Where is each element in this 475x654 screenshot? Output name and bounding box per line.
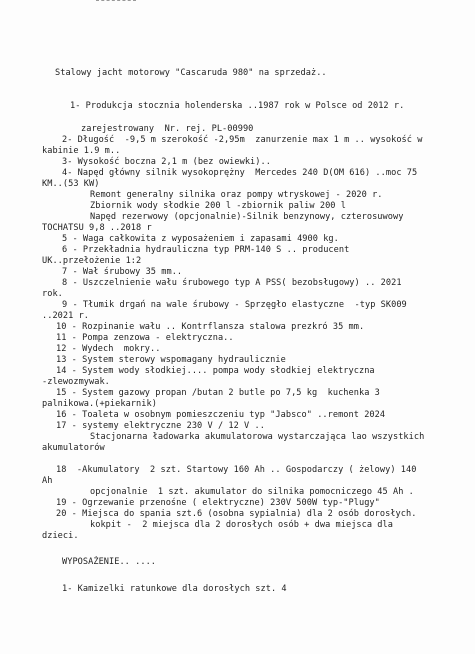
section-heading: WYPOSAŻENIE.. .... xyxy=(62,557,157,567)
text-line: 10 - Rozpinanie wału .. Kontrflansza stalowa prezkró 35 mm. xyxy=(56,322,365,332)
text-line: Remont generalny silnika oraz pompy wtryskowej - 2020 r. xyxy=(90,190,383,200)
text-line: KM..(53 KW) xyxy=(42,179,100,189)
text-line: Ah xyxy=(42,476,53,486)
text-line: 15 - System gazowy propan /butan 2 butle po 7,5 kg kuchenka 3 xyxy=(56,388,380,398)
text-line: 7 - Wał śrubowy 35 mm.. xyxy=(62,267,183,277)
text-line: opcjonalnie 1 szt. akumulator do silnika pomocniczego 45 Ah . xyxy=(90,487,414,497)
text-line: akumulatorów xyxy=(42,443,105,453)
text-line: UK..przełożenie 1:2 xyxy=(42,256,142,266)
text-line: 16 - Toaleta w osobnym pomieszczeniu typ "Jabsco" ..remont 2024 xyxy=(56,410,386,420)
text-line: 5 - Waga całkowita z wyposażeniem i zapasami 4900 kg. xyxy=(62,234,339,244)
text-line: Zbiornik wody słodkie 200 l -zbiornik paliw 200 l xyxy=(90,201,346,211)
text-line: 11 - Pompa zenzowa - elektryczna.. xyxy=(56,333,234,343)
text-line: Stacjonarna ładowarka akumulatorowa wystarczająca lao wszystkich xyxy=(90,432,425,442)
text-line: zarejestrowany Nr. rej. PL-00990 xyxy=(81,124,254,134)
text-line: rok. xyxy=(42,289,63,299)
text-line: -zlewozmywak. xyxy=(42,377,110,387)
text-line: palnikowa.(+piekarnik) xyxy=(42,399,157,409)
document-title: Stalowy jacht motorowy "Cascaruda 980" na sprzedaż.. xyxy=(55,68,327,78)
text-line: 2- Długość -9,5 m szerokość -2,95m zanurzenie max 1 m .. wysokość w xyxy=(62,135,423,145)
scan-mark xyxy=(96,0,136,4)
text-line: 14 - System wody słodkiej.... pompa wody słodkiej elektryczna xyxy=(56,366,375,376)
text-line: 8 - Uszczelnienie wału śrubowego typ A PSS( bezobsługowy) .. 2021 xyxy=(62,278,402,288)
text-line: 6 - Przekładnia hydrauliczna typ PRM-140 S .. producent xyxy=(62,245,350,255)
text-line: kabinie 1.9 m.. xyxy=(42,146,121,156)
text-line: 13 - System sterowy wspomagany hydraulicznie xyxy=(56,355,286,365)
text-line: 3- Wysokość boczna 2,1 m (bez owiewki).. xyxy=(62,157,271,167)
text-line: 19 - Ogrzewanie przenośne ( elektryczne) 230V 500W typ-"Plugy" xyxy=(56,498,380,508)
text-line: 9 - Tłumik drgań na wale śrubowy - Sprzęgło elastyczne -typ SK009 xyxy=(62,300,407,310)
text-line: 4- Napęd główny silnik wysokoprężny Mercedes 240 D(OM 616) ..moc 75 xyxy=(62,168,418,178)
text-line: dzieci. xyxy=(42,531,79,541)
text-line: ..2021 r. xyxy=(42,311,90,321)
text-line: 20 - Miejsca do spania szt.6 (osobna sypialnia) dla 2 osób dorosłych. xyxy=(56,509,417,519)
text-line: TOCHATSU 9,8 ..2018 r xyxy=(42,223,152,233)
text-line: 1- Kamizelki ratunkowe dla dorosłych szt. 4 xyxy=(62,584,287,594)
text-line: 12 - Wydech mokry.. xyxy=(56,344,161,354)
text-line: 17 - systemy elektryczne 230 V / 12 V .. xyxy=(56,421,265,431)
text-line: 18 -Akumulatory 2 szt. Startowy 160 Ah .. Gospodarczy ( żelowy) 140 xyxy=(56,465,417,475)
text-line: Napęd rezerwowy (opcjonalnie)-Silnik benzynowy, czterosuwowy xyxy=(90,212,404,222)
text-line: 1- Produkcja stocznia holenderska ..1987 rok w Polsce od 2012 r. xyxy=(70,101,405,111)
text-line: kokpit - 2 miejsca dla 2 dorosłych osób + dwa miejsca dla xyxy=(90,520,393,530)
